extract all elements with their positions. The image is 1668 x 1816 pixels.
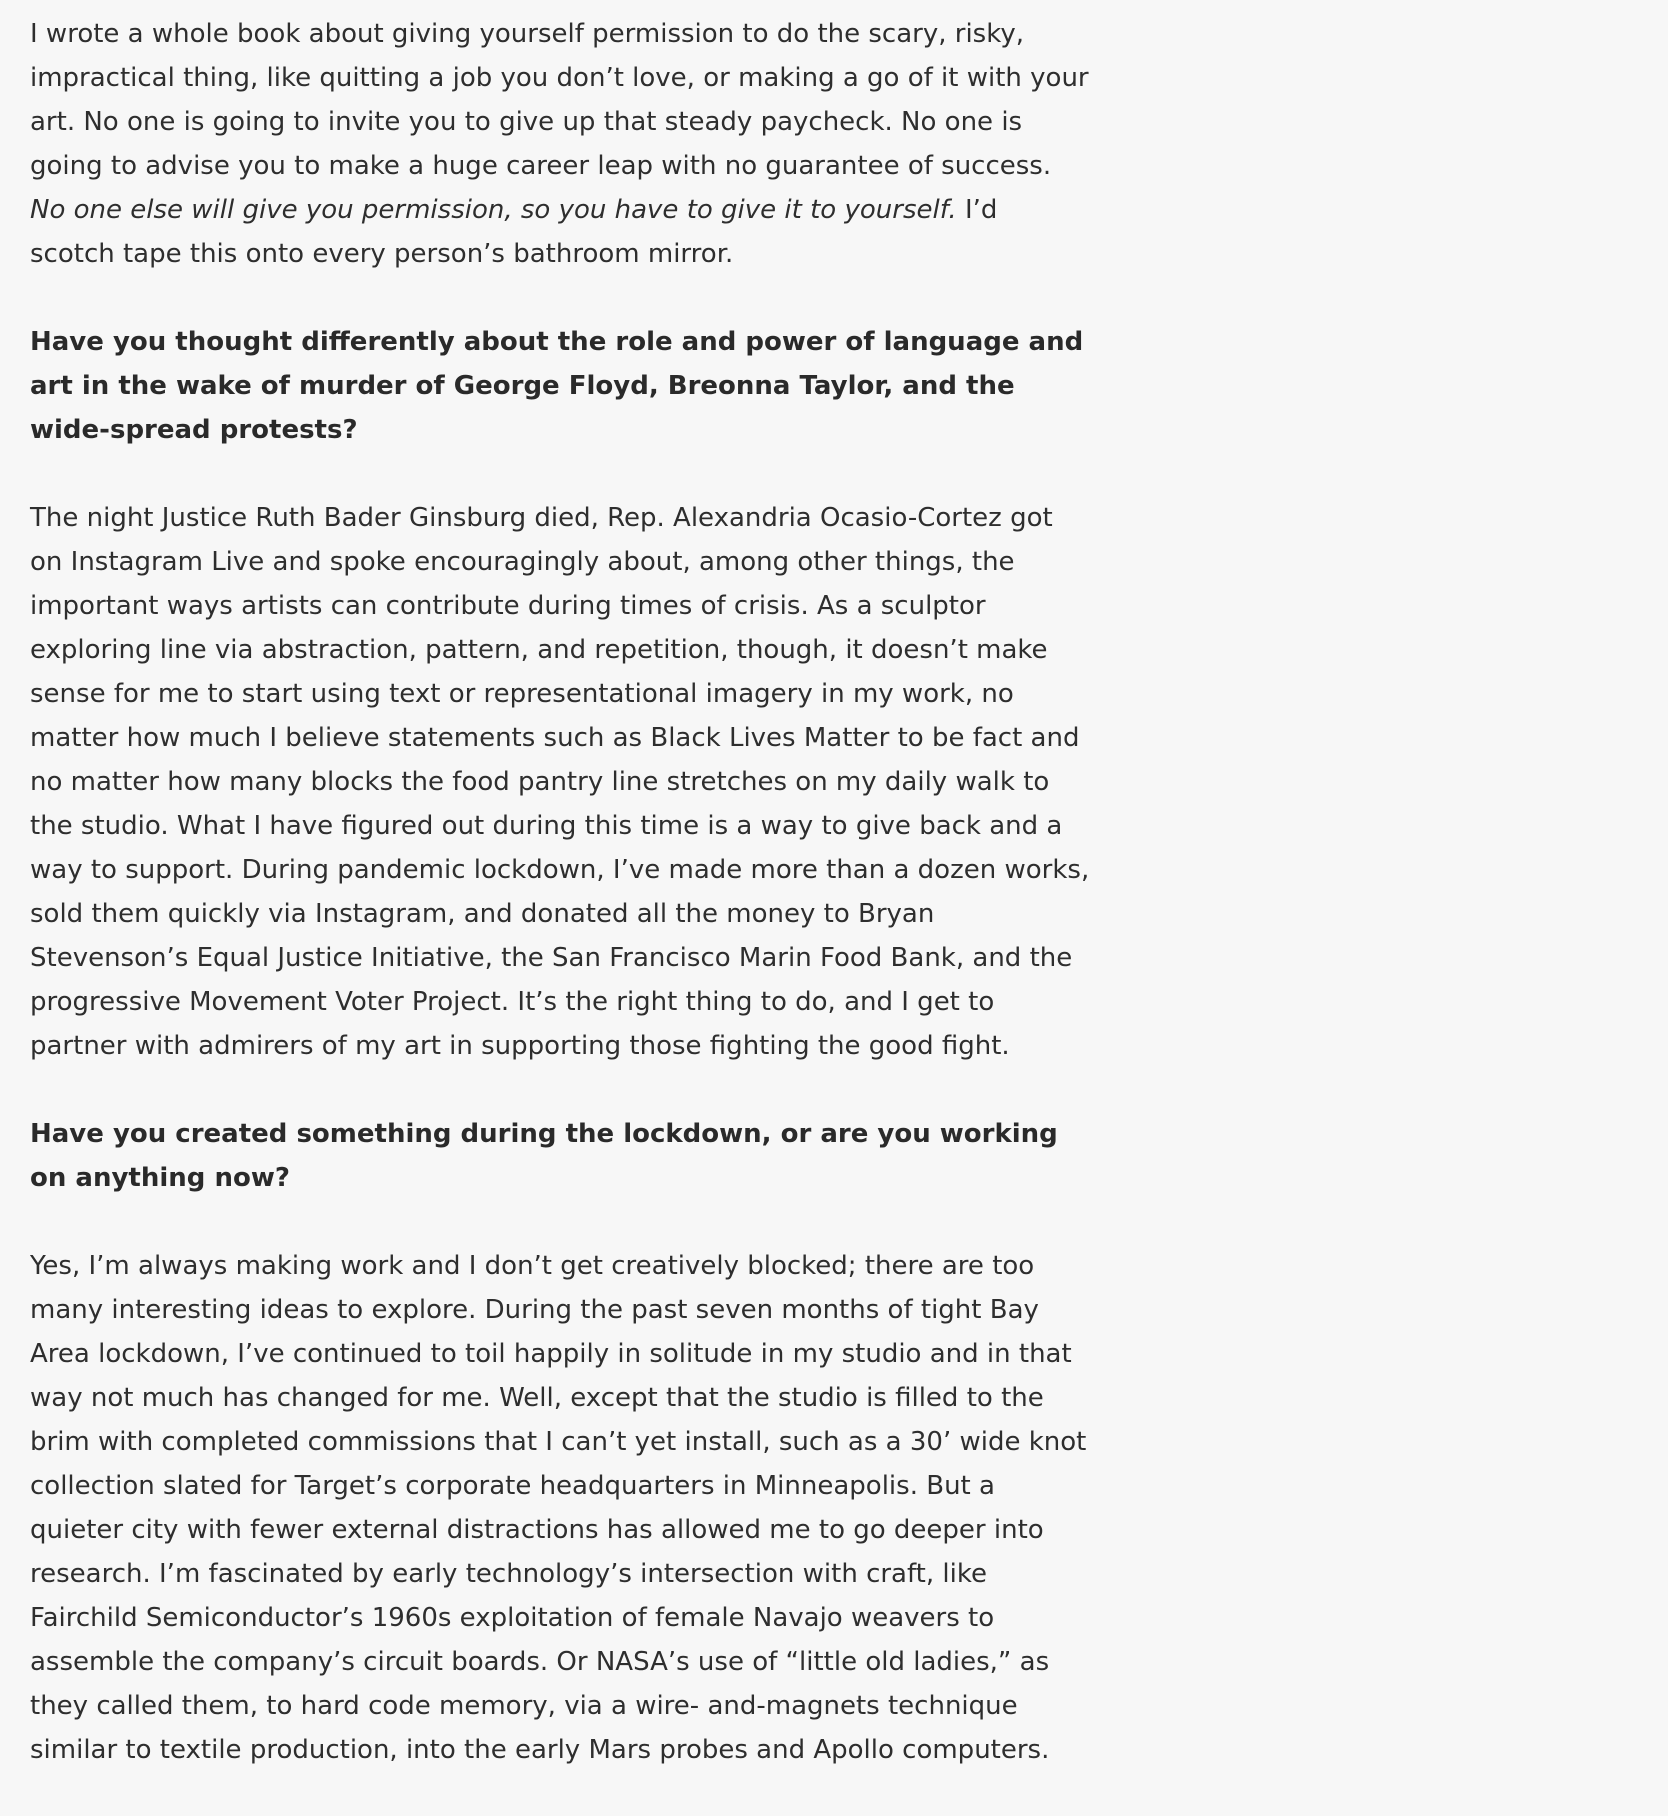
interview-question-lockdown: Have you created something during the lockdown, or are you working on anything now? [30,1119,1058,1193]
interview-question-language-art: Have you thought differently about the role and power of language and art in the wake of murder of George Floyd, Breonna Taylor, and the wide-spread protests? [30,327,1084,445]
paragraph-permission-lead: I wrote a whole book about giving yourself permission to do the scary, risky, impractical thing, like quitting a job you don’t love, or making a go of it with your art. No one is going to invite you to give up that steady paycheck. No one is going to advise you to make a huge career leap with no guarantee of success. [30,19,1089,181]
paragraph-permission-tail: I’d scotch tape this onto every person’s bathroom mirror. [30,195,998,269]
interview-answer-language-art: The night Justice Ruth Bader Ginsburg died, Rep. Alexandria Ocasio-Cortez got on Instagram Live and spoke encouragingly about, among other things, the important ways artists can contribute during times of crisis. As a sculptor exploring line via abstraction, pattern, and repetition, though, it doesn’t make sense for me to start using text or representational imagery in my work, no matter how much I believe statements such as Black Lives Matter to be fact and no matter how many blocks the food pantry line stretches on my daily walk to the studio. What I have figured out during this time is a way to give back and a way to support. During pandemic lockdown, I’ve made more than a dozen works, sold them quickly via Instagram, and donated all the money to Bryan Stevenson’s Equal Justice Initiative, the San Francisco Marin Food Bank, and the progressive Movement Voter Project. It’s the right thing to do, and I get to partner with admirers of my art in supporting those fighting the good fight. [30,503,1090,1061]
article-body [30,12,1090,1816]
paragraph-permission-emphasis: No one else will give you permission, so you have to give it to yourself. [30,195,957,225]
paragraph-permission [30,12,1090,276]
interview-answer-lockdown: Yes, I’m always making work and I don’t get creatively blocked; there are too many interesting ideas to explore. During the past seven months of tight Bay Area lockdown, I’ve continued to toil happily in solitude in my studio and in that way not much has changed for me. Well, except that the studio is filled to the brim with completed commissions that I can’t yet install, such as a 30’ wide knot collection slated for Target’s corporate headquarters in Minneapolis. But a quieter city with fewer external distractions has allowed me to go deeper into research. I’m fascinated by early technology’s intersection with craft, like Fairchild Semiconductor’s 1960s exploitation of female Navajo weavers to assemble the company’s circuit boards. Or NASA’s use of “little old ladies,” as they called them, to hard code memory, via a wire- and-magnets technique similar to textile production, into the early Mars probes and Apollo computers. [30,1251,1087,1765]
